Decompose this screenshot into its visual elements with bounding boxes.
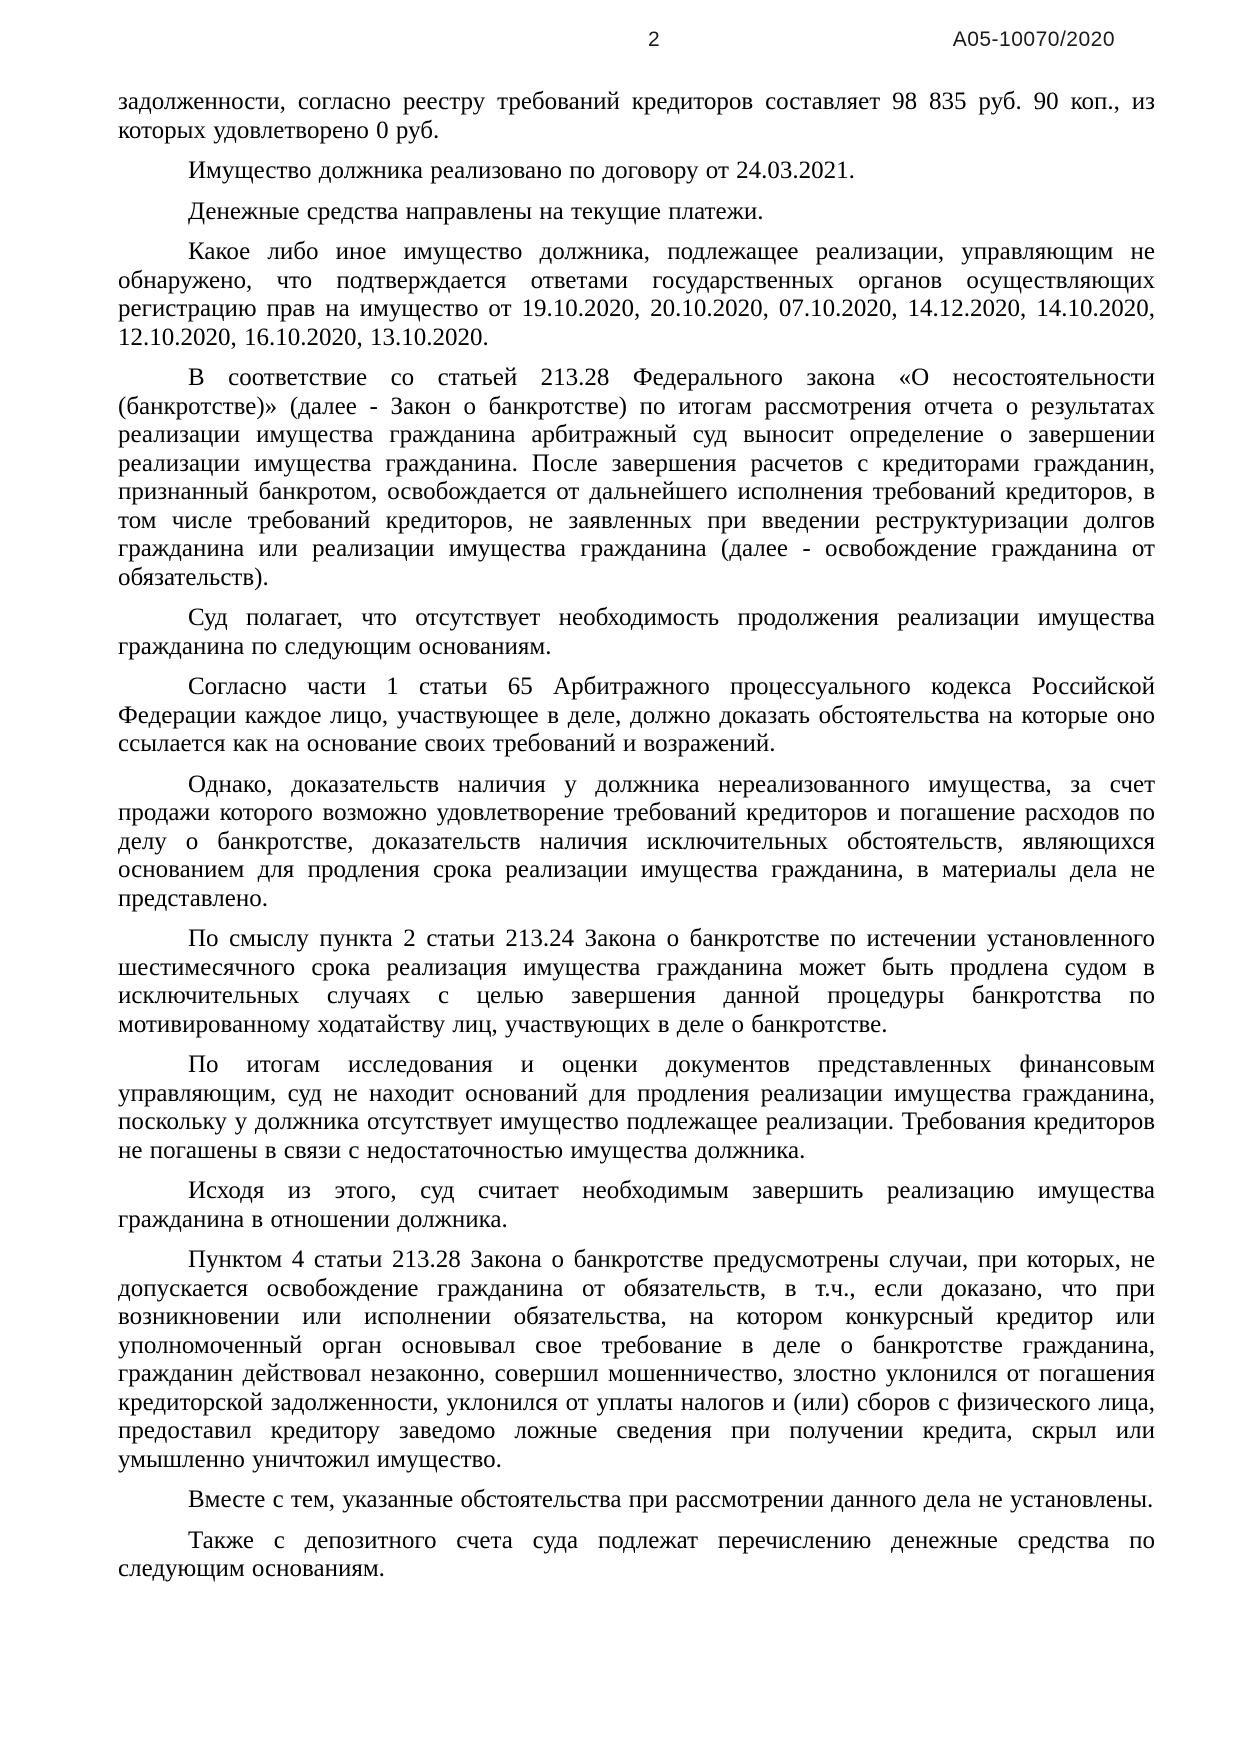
paragraph: Вместе с тем, указанные обстоятельства при рассмотрении данного дела не установлены. [188, 1486, 1154, 1513]
document-body [118, 88, 1155, 1596]
page-header [0, 28, 1241, 54]
paragraph: По смыслу пункта 2 статьи 213.24 Закона о банкротстве по истечении установленного шестимесячного срока реализация имущества гражданина может быть продлена судом в исключительных случаях с целью завершения данной процедуры банкротства по мотивированному ходатайству лиц, участвующих в деле о банкротстве. [118, 925, 1155, 1038]
paragraph: Какое либо иное имущество должника, подлежащее реализации, управляющим не обнаружено, что подтверждается ответами государственных органов осуществляющих регистрацию прав на имущество от 19.10.2020, 20.10.2020, 07.10.2020, 14.12.2020, 14.10.2020, 12.10.2020, 16.10.2020, 13.10.2020. [118, 238, 1155, 351]
paragraph: По итогам исследования и оценки документов представленных финансовым управляющим, суд не находит оснований для продления реализации имущества гражданина, поскольку у должника отсутствует имущество подлежащее реализации. Требования кредиторов не погашены в связи с недостаточностью имущества должника. [118, 1051, 1155, 1164]
paragraph: Однако, доказательств наличия у должника нереализованного имущества, за счет продажи которого возможно удовлетворение требований кредиторов и погашение расходов по делу о банкротстве, доказательств наличия исключительных обстоятельств, являющихся основанием для продления срока реализации имущества гражданина, в материалы дела не представлено. [118, 770, 1155, 912]
paragraph: Также с депозитного счета суда подлежат перечислению денежные средства по следующим основаниям. [118, 1526, 1155, 1582]
paragraph: Денежные средства направлены на текущие платежи. [188, 197, 764, 225]
case-number: А05-10070/2020 [952, 28, 1115, 51]
paragraph: Имущество должника реализовано по договору от 24.03.2021. [188, 157, 855, 184]
paragraph: задолженности, согласно реестру требований кредиторов составляет 98 835 руб. 90 коп., из которых удовлетворено 0 руб. [118, 88, 1155, 144]
paragraph: Исходя из этого, суд считает необходимым завершить реализацию имущества гражданина в отношении должника. [118, 1177, 1155, 1233]
paragraph: В соответствие со статьей 213.28 Федерального закона «О несостоятельности (банкротстве)» (далее - Закон о банкротстве) по итогам рассмотрения отчета о результатах реализации имущества гражданина арбитражный суд выносит определение о завершении реализации имущества гражданина. После завершения расчетов с кредиторами гражданин, признанный банкротом, освобождается от дальнейшего исполнения требований кредиторов, в том числе требований кредиторов, не заявленных при введении реструктуризации долгов гражданина или реализации имущества гражданина (далее - освобождение гражданина от обязательств). [118, 364, 1155, 591]
paragraph: Суд полагает, что отсутствует необходимость продолжения реализации имущества гражданина по следующим основаниям. [118, 604, 1155, 660]
paragraph: Пунктом 4 статьи 213.28 Закона о банкротстве предусмотрены случаи, при которых, не допускается освобождение гражданина от обязательств, в т.ч., если доказано, что при возникновении или исполнении обязательства, на котором конкурсный кредитор или уполномоченный орган основывал свое требование в деле о банкротстве гражданина, гражданин действовал незаконно, совершил мошенничество, злостно уклонился от погашения кредиторской задолженности, уклонился от уплаты налогов и (или) сборов с физического лица, предоставил кредитору заведомо ложные сведения при получении кредита, скрыл или умышленно уничтожил имущество. [118, 1246, 1155, 1473]
page-number: 2 [648, 28, 660, 51]
paragraph: Согласно части 1 статьи 65 Арбитражного процессуального кодекса Российской Федерации каждое лицо, участвующее в деле, должно доказать обстоятельства на которые оно ссылается как на основание своих требований и возражений. [118, 673, 1155, 757]
